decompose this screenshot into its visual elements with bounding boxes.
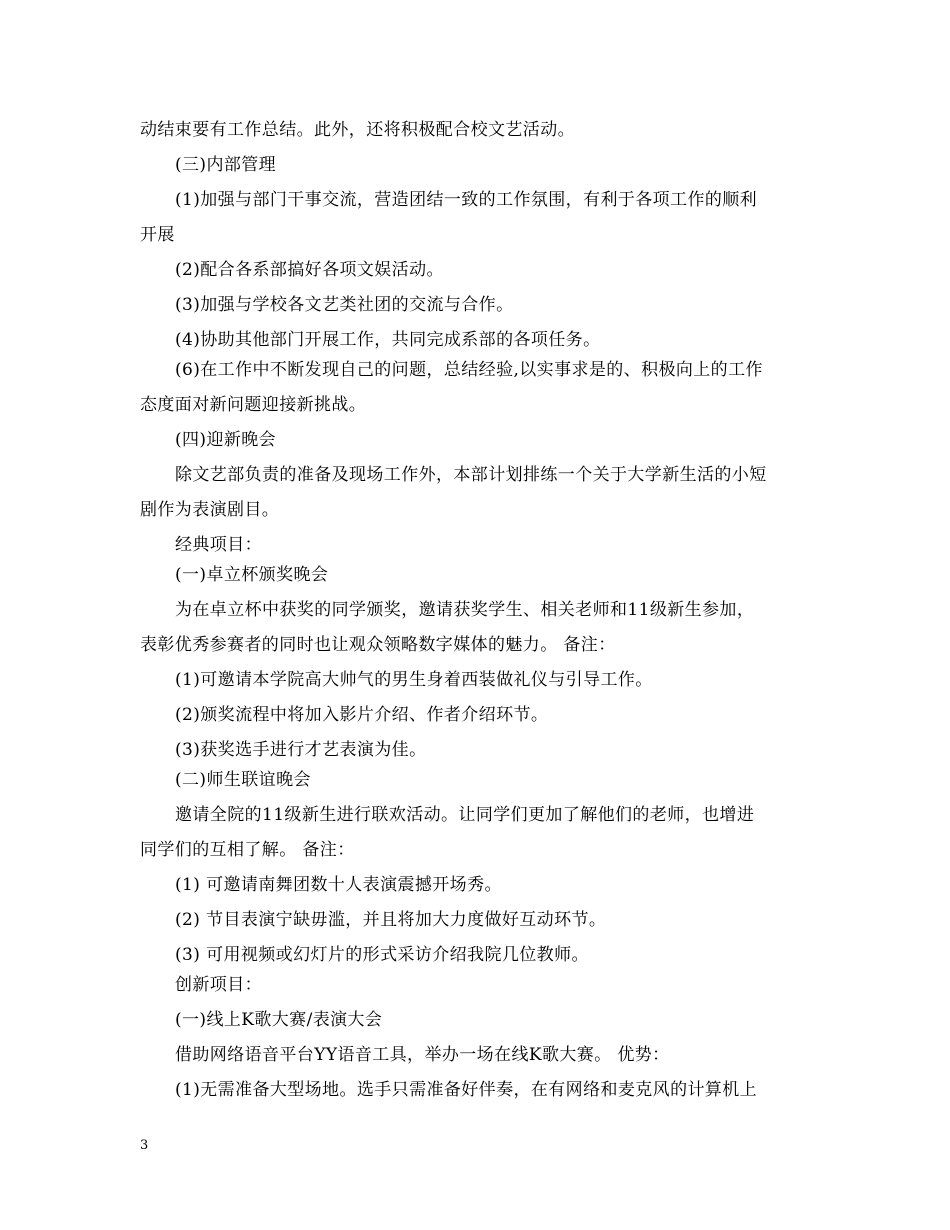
section-heading: (四)迎新晚会 [175,430,277,450]
list-item: (6)在工作中不断发现自己的问题，总结经验,以实事求是的、积极向上的工作 [175,360,763,380]
body-line: 为在卓立杯中获奖的同学颁奖，邀请获奖学生、相关老师和11级新生参加， [175,600,755,620]
section-heading: 经典项目： [175,535,262,555]
list-item: (1)可邀请本学院高大帅气的男生身着西装做礼仪与引导工作。 [175,670,653,690]
page-number: 3 [140,1138,149,1153]
body-line: 邀请全院的11级新生进行联欢活动。让同学们更加了解他们的老师，也增进 [175,805,755,825]
list-item: (3)加强与学校各文艺类社团的交流与合作。 [175,295,514,315]
body-line: 态度面对新问题迎接新挑战。 [140,395,367,415]
list-item: (3) 可用视频或幻灯片的形式采访介绍我院几位教师。 [175,945,589,965]
section-heading: (一)线上K歌大赛/表演大会 [175,1010,383,1030]
section-heading: (一)卓立杯颁奖晚会 [175,565,329,585]
list-item: (2)配合各系部搞好各项文娱活动。 [175,260,444,280]
body-line: 同学们的互相了解。 备注： [140,840,355,860]
list-item: (1)加强与部门干事交流，营造团结一致的工作氛围，有利于各项工作的顺利 [175,190,758,210]
body-line: 开展 [140,225,175,245]
body-line: 表彰优秀参赛者的同时也让观众领略数字媒体的魅力。 备注： [140,635,616,655]
body-line: 剧作为表演剧目。 [140,500,280,520]
body-line: 除文艺部负责的准备及现场工作外，本部计划排练一个关于大学新生活的小短 [175,465,767,485]
list-item: (2) 节目表演宁缺毋滥，并且将加大力度做好互动环节。 [175,910,607,930]
body-line: 借助网络语音平台YY语音工具，举办一场在线K歌大赛。 优势： [175,1045,670,1065]
list-item: (2)颁奖流程中将加入影片介绍、作者介绍环节。 [175,705,549,725]
section-heading: (三)内部管理 [175,155,277,175]
list-item: (4)协助其他部门开展工作，共同完成系部的各项任务。 [175,330,601,350]
list-item: (3)获奖选手进行才艺表演为佳。 [175,740,427,760]
list-item: (1) 可邀请南舞团数十人表演震撼开场秀。 [175,875,502,895]
section-heading: (二)师生联谊晚会 [175,770,311,790]
list-item: (1)无需准备大型场地。选手只需准备好伴奏，在有网络和麦克风的计算机上 [175,1080,758,1100]
section-heading: 创新项目： [175,975,262,995]
body-line: 动结束要有工作总结。此外，还将积极配合校文艺活动。 [140,120,575,140]
